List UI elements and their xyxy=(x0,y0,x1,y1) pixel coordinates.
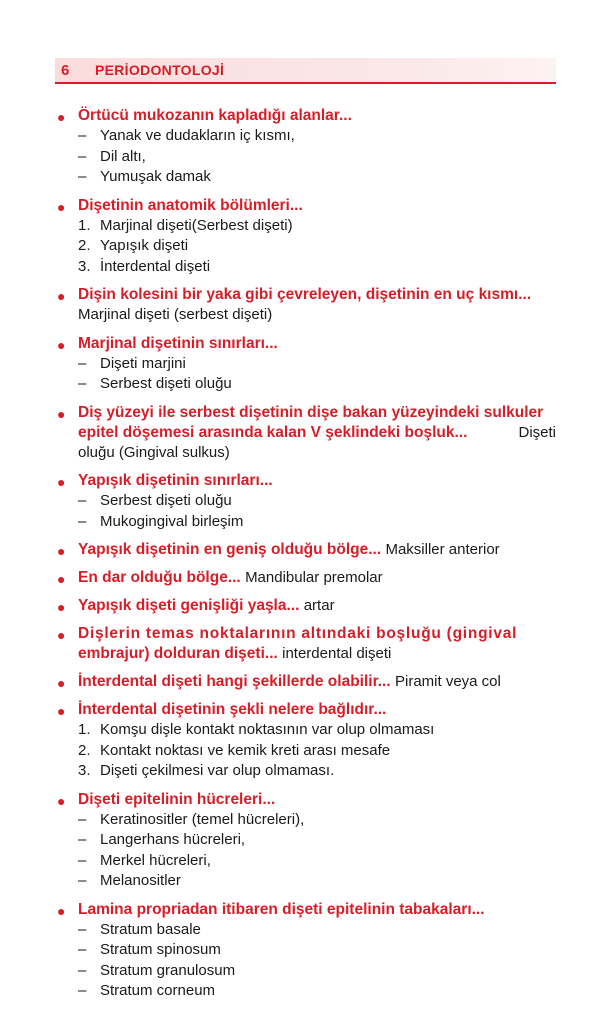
sub-item: – Serbest dişeti oluğu xyxy=(78,492,232,509)
question: Dişeti epitelinin hücreleri... xyxy=(78,790,276,808)
sub-item: – Dişeti marjini xyxy=(78,354,186,372)
list-item xyxy=(56,700,556,782)
list-item xyxy=(56,568,556,588)
sub-item: – Stratum corneum xyxy=(78,982,216,999)
bullet-icon: ● xyxy=(57,571,66,587)
bullet-icon: ● xyxy=(57,627,66,643)
sub-item: – Langerhans hücreleri, xyxy=(78,831,246,848)
bullet-icon: ● xyxy=(57,543,66,559)
bullet-icon: ● xyxy=(57,474,66,490)
list-item xyxy=(56,334,556,395)
list-item xyxy=(56,596,556,616)
sub-item: – Melanositler xyxy=(78,872,181,889)
sub-item: – Yumuşak damak xyxy=(78,168,211,185)
bullet-icon: ● xyxy=(57,109,66,125)
sub-item: 2. Kontakt noktası ve kemik kreti arası mesafe xyxy=(78,741,391,759)
answer: artar xyxy=(303,597,335,614)
question: Lamina propriadan itibaren dişeti epitelinin tabakaları... xyxy=(78,900,485,918)
bullet-icon: ● xyxy=(57,288,66,304)
sub-item: 3. Dişeti çekilmesi var olup olmaması. xyxy=(78,762,335,779)
question: En dar olduğu bölge... xyxy=(78,569,241,586)
sub-item: 1. Marjinal dişeti(Serbest dişeti) xyxy=(78,216,293,234)
answer: Dişeti xyxy=(518,423,556,441)
list-item xyxy=(56,285,556,326)
bullet-icon: ● xyxy=(57,599,66,615)
sub-item: 2. Yapışık dişeti xyxy=(78,237,189,254)
question-line: embrajur) dolduran dişeti... xyxy=(78,645,278,662)
list-item xyxy=(56,106,556,188)
list-item xyxy=(56,540,556,560)
list-item xyxy=(56,900,556,1002)
question: Dişetinin anatomik bölümleri... xyxy=(78,196,303,214)
list-item xyxy=(56,672,556,692)
bullet-icon: ● xyxy=(57,792,66,809)
question-line: Dişlerin temas noktalarının altındaki boşluğu (gingival xyxy=(78,625,518,642)
sub-item: 3. İnterdental dişeti xyxy=(78,257,211,275)
bullet-icon: ● xyxy=(57,902,66,919)
page-number: 6 xyxy=(61,61,70,79)
chapter-title: PERİODONTOLOJİ xyxy=(95,62,225,78)
answer: Marjinal dişeti (serbest dişeti) xyxy=(78,306,273,323)
content xyxy=(56,106,556,1010)
question-line: epitel döşemesi arasında kalan V şeklindeki boşluk... xyxy=(78,423,468,441)
question-line: Diş yüzeyi ile serbest dişetinin dişe bakan yüzeyindeki sulkuler xyxy=(78,403,544,421)
sub-item: – Stratum spinosum xyxy=(78,941,221,958)
sub-item: – Mukogingival birleşim xyxy=(78,512,244,530)
question: Marjinal dişetinin sınırları... xyxy=(78,334,278,352)
page-header xyxy=(55,58,556,84)
sub-item: – Keratinositler (temel hücreleri), xyxy=(78,810,305,828)
question: Yapışık dişetinin sınırları... xyxy=(78,472,273,489)
list-item xyxy=(56,471,556,532)
question: İnterdental dişetinin şekli nelere bağlıdır... xyxy=(78,701,387,718)
answer: interdental dişeti xyxy=(282,645,392,662)
list-item xyxy=(56,624,556,664)
sub-item: 1. Komşu dişle kontakt noktasının var olup olmaması xyxy=(78,721,435,738)
question: Yapışık dişetinin en geniş olduğu bölge... xyxy=(78,541,382,558)
answer: Piramit veya col xyxy=(394,673,501,690)
answer: Mandibular premolar xyxy=(245,569,383,586)
bullet-icon: ● xyxy=(57,336,66,353)
sub-item: – Dil altı, xyxy=(78,147,146,165)
bullet-icon: ● xyxy=(57,675,66,691)
sub-item: – Serbest dişeti oluğu xyxy=(78,375,232,392)
bullet-icon: ● xyxy=(57,405,66,422)
list-item xyxy=(56,196,556,278)
list-item xyxy=(56,403,556,464)
question: İnterdental dişeti hangi şekillerde olabilir... xyxy=(78,673,391,690)
sub-item: – Merkel hücreleri, xyxy=(78,851,211,869)
answer: oluğu (Gingival sulkus) xyxy=(78,443,230,461)
question: Örtücü mukozanın kapladığı alanlar... xyxy=(78,107,352,124)
question: Dişin kolesini bir yaka gibi çevreleyen, dişetinin en uç kısmı... xyxy=(78,286,532,303)
bullet-icon: ● xyxy=(57,198,66,215)
bullet-icon: ● xyxy=(57,703,66,719)
sub-item: – Yanak ve dudakların iç kısmı, xyxy=(78,127,295,144)
sub-item: – Stratum granulosum xyxy=(78,961,236,979)
question: Yapışık dişeti genişliği yaşla... xyxy=(78,597,300,614)
sub-item: – Stratum basale xyxy=(78,920,201,938)
answer: Maksiller anterior xyxy=(385,541,500,558)
list-item xyxy=(56,790,556,892)
